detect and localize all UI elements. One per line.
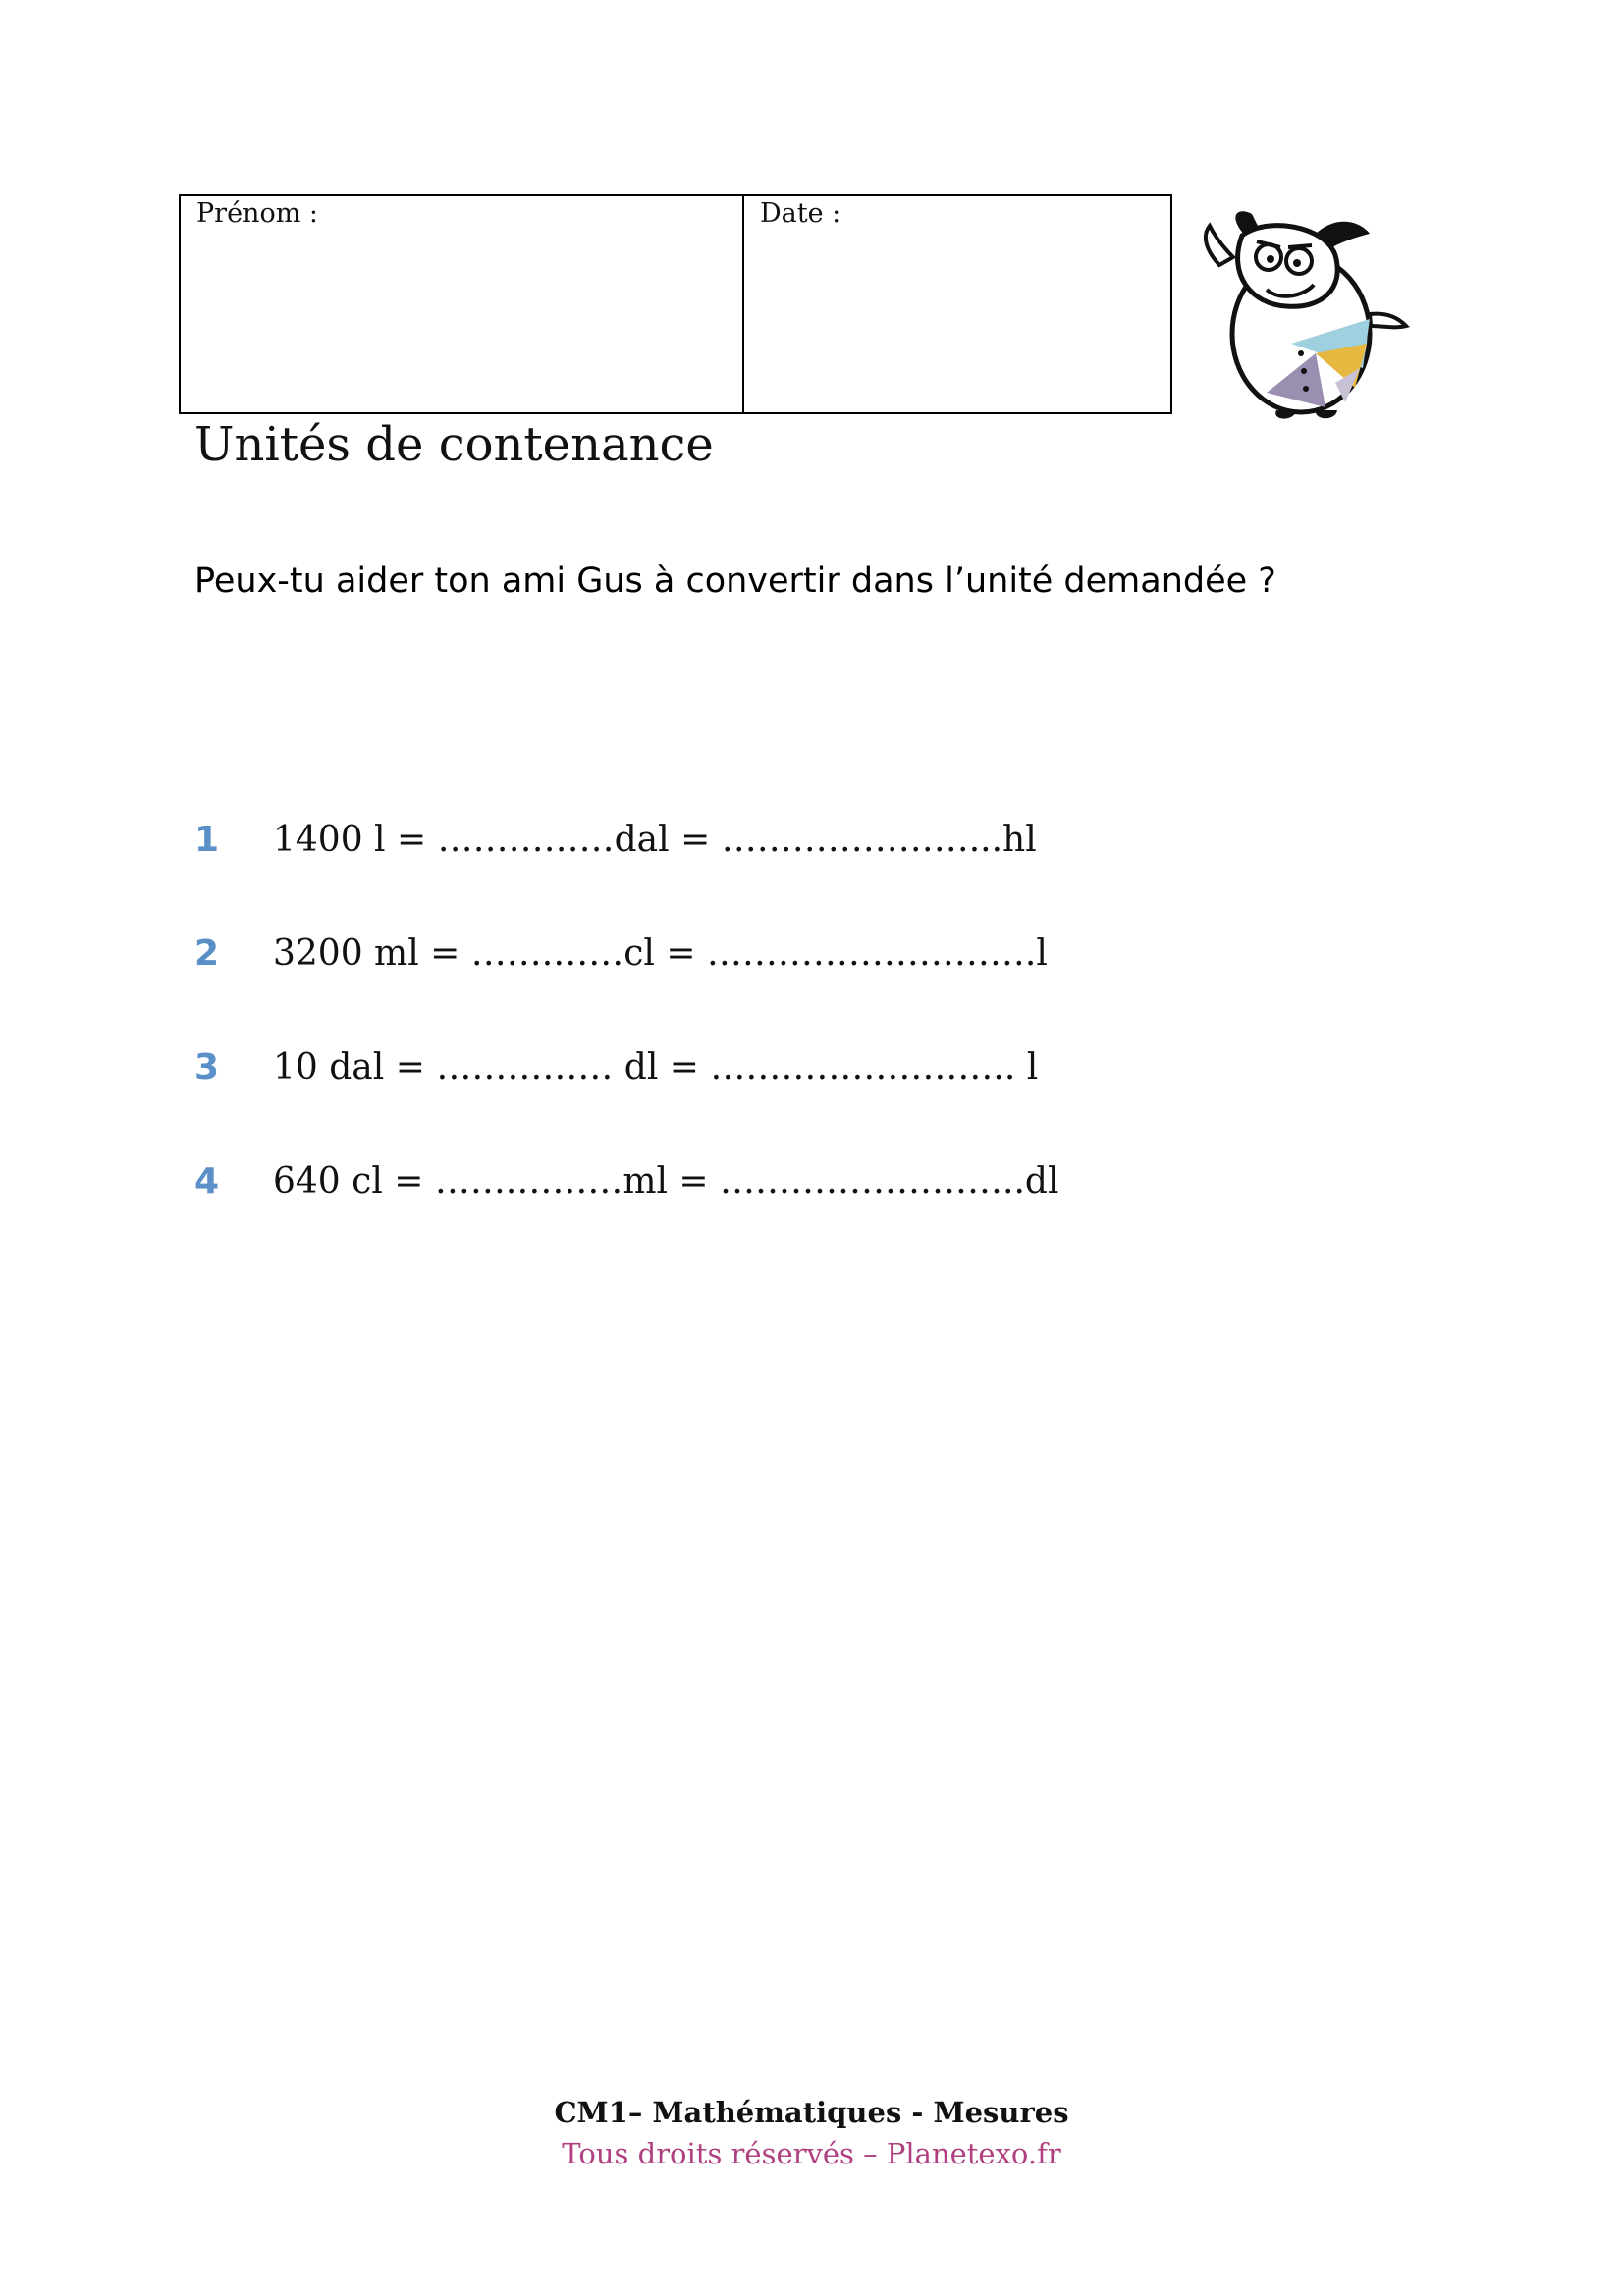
exercise-row [194,929,1048,978]
exercise-text[interactable]: 640 cl = …….………ml = ……………………..dl [273,1160,1059,1201]
footer-copyright: Tous droits réservés – Planetexo.fr [562,2137,1061,2170]
sheep-mascot-icon [1198,196,1414,422]
exercise-row [194,1042,1038,1092]
exercise-text[interactable]: 10 dal = …………… dl = …………………….. l [273,1046,1039,1088]
page-title: Unités de contenance [194,417,714,472]
exercise-row [194,1156,1058,1205]
date-label: Date : [760,198,841,229]
exercise-number: 2 [194,933,220,974]
name-date-table [179,194,1172,414]
prenom-cell[interactable] [181,196,744,412]
exercise-number: 3 [194,1046,220,1088]
exercise-row [194,815,1037,864]
footer-course: CM1– Mathématiques - Mesures [554,2096,1069,2129]
prenom-label: Prénom : [196,198,318,229]
instruction-text: Peux-tu aider ton ami Gus à convertir dans l’unité demandée ? [194,561,1276,601]
date-cell[interactable] [744,196,1170,412]
exercise-number: 1 [194,819,220,860]
exercise-text[interactable]: 3200 ml = …….……cl = ……………………….l [273,933,1048,974]
exercise-number: 4 [194,1160,220,1201]
exercise-text[interactable]: 1400 l = ……………dal = …………………...hl [273,819,1037,860]
